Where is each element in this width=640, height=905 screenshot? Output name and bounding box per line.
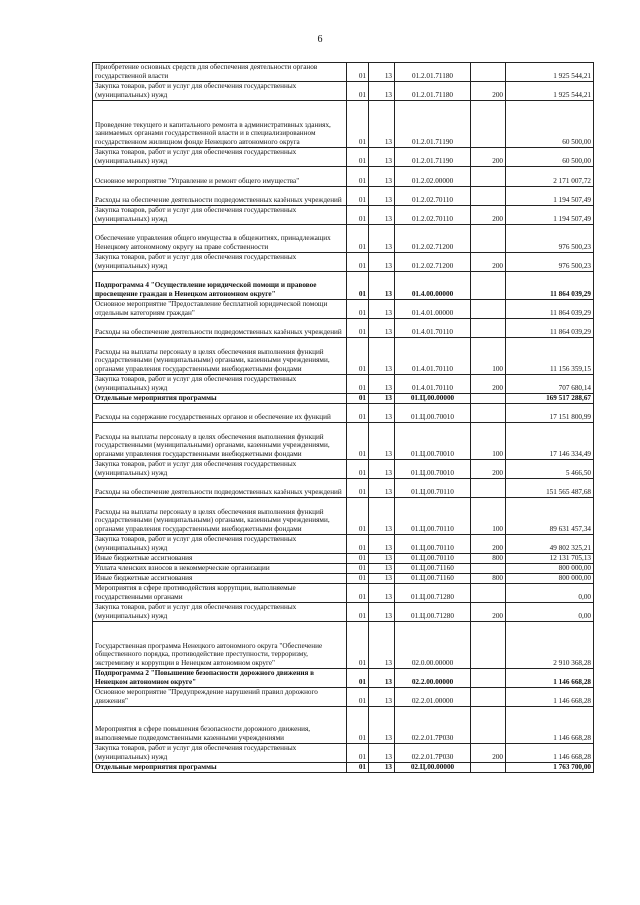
row-section-code: 13 [369,338,395,375]
row-section-code: 13 [369,253,395,272]
row-ministry-code: 01 [347,498,369,535]
row-target-article: 01.Ц.00.70010 [395,404,471,423]
row-name: Обеспечение управления общего имущества в общежитиях, принадлежащих Ненецкому автономному округу на праве собственности [93,225,347,253]
row-ministry-code: 01 [347,460,369,479]
table-row [93,460,594,479]
row-name: Закупка товаров, работ и услуг для обеспечения государственных (муниципальных) нужд [93,206,347,225]
table-row [93,187,594,206]
row-section-code: 13 [369,300,395,319]
row-amount: 800 000,00 [506,574,594,584]
row-ministry-code: 01 [347,187,369,206]
table-row [93,394,594,404]
row-ministry-code: 01 [347,394,369,404]
table-row [93,574,594,584]
row-ministry-code: 01 [347,375,369,394]
row-section-code: 13 [369,319,395,338]
table-row [93,763,594,773]
row-amount: 11 864 039,29 [506,319,594,338]
row-expense-type [471,404,506,423]
row-expense-type: 200 [471,206,506,225]
row-expense-type: 200 [471,375,506,394]
table-row [93,688,594,707]
row-amount: 11 156 359,15 [506,338,594,375]
row-section-code: 13 [369,394,395,404]
row-target-article: 01.2.02.71200 [395,253,471,272]
row-expense-type [471,394,506,404]
row-ministry-code: 01 [347,669,369,688]
row-expense-type [471,225,506,253]
row-expense-type [471,584,506,603]
row-section-code: 13 [369,564,395,574]
row-ministry-code: 01 [347,554,369,564]
row-amount: 1 763 700,00 [506,763,594,773]
table-row [93,338,594,375]
row-amount: 1 146 668,28 [506,707,594,744]
row-name: Расходы на выплаты персоналу в целях обеспечения выполнения функций государственными (муниципальными) органами, казенными учреждениями, органами управления государственными внебюджетными фондами [93,498,347,535]
row-target-article: 01.Ц.00.71160 [395,574,471,584]
row-expense-type [471,187,506,206]
row-amount: 0,00 [506,603,594,622]
row-target-article: 01.2.01.71190 [395,148,471,167]
row-amount: 11 864 039,29 [506,272,594,300]
row-amount: 800 000,00 [506,564,594,574]
row-target-article: 01.4.01.70110 [395,375,471,394]
row-expense-type: 100 [471,423,506,460]
row-name: Мероприятия в сфере противодействия коррупции, выполняемые государственными органами [93,584,347,603]
row-target-article: 01.Ц.00.70110 [395,554,471,564]
row-target-article: 01.2.01.71180 [395,82,471,101]
row-amount: 49 802 325,21 [506,535,594,554]
row-ministry-code: 01 [347,63,369,82]
row-expense-type: 200 [471,460,506,479]
page-number: 6 [317,34,323,45]
row-amount: 5 466,50 [506,460,594,479]
table-row [93,479,594,498]
row-ministry-code: 01 [347,707,369,744]
row-target-article: 02.2.00.00000 [395,669,471,688]
row-target-article: 01.Ц.00.71280 [395,603,471,622]
row-ministry-code: 01 [347,404,369,423]
row-target-article: 01.Ц.00.71280 [395,584,471,603]
row-amount: 976 500,23 [506,225,594,253]
row-expense-type [471,688,506,707]
row-ministry-code: 01 [347,688,369,707]
row-section-code: 13 [369,272,395,300]
table-row [93,300,594,319]
row-section-code: 13 [369,669,395,688]
row-name: Расходы на обеспечение деятельности подведомственных казённых учреждений [93,187,347,206]
row-ministry-code: 01 [347,101,369,148]
row-amount: 1 194 507,49 [506,206,594,225]
row-ministry-code: 01 [347,744,369,763]
row-section-code: 13 [369,574,395,584]
row-amount: 169 517 288,67 [506,394,594,404]
row-section-code: 13 [369,603,395,622]
table-row [93,669,594,688]
row-name: Основное мероприятие "Управление и ремонт общего имущества" [93,167,347,187]
row-section-code: 13 [369,498,395,535]
table-row [93,603,594,622]
row-expense-type: 200 [471,744,506,763]
row-section-code: 13 [369,423,395,460]
row-name: Закупка товаров, работ и услуг для обеспечения государственных (муниципальных) нужд [93,603,347,622]
row-name: Закупка товаров, работ и услуг для обеспечения государственных (муниципальных) нужд [93,460,347,479]
table-row [93,148,594,167]
row-section-code: 13 [369,707,395,744]
row-section-code: 13 [369,763,395,773]
row-ministry-code: 01 [347,603,369,622]
row-ministry-code: 01 [347,300,369,319]
row-section-code: 13 [369,101,395,148]
row-amount: 1 925 544,21 [506,82,594,101]
row-expense-type [471,101,506,148]
row-ministry-code: 01 [347,622,369,669]
row-name: Основное мероприятие "Предупреждение нарушений правил дорожного движения" [93,688,347,707]
row-target-article: 01.4.00.00000 [395,272,471,300]
row-target-article: 01.Ц.00.70110 [395,535,471,554]
row-expense-type: 800 [471,554,506,564]
row-ministry-code: 01 [347,338,369,375]
row-section-code: 13 [369,622,395,669]
table-row [93,167,594,187]
row-ministry-code: 01 [347,479,369,498]
row-target-article: 01.2.02.70110 [395,206,471,225]
row-expense-type: 200 [471,82,506,101]
table-row [93,535,594,554]
row-name: Расходы на выплаты персоналу в целях обеспечения выполнения функций государственными (муниципальными) органами, казенными учреждениями, органами управления государственными внебюджетными фондами [93,423,347,460]
table-row [93,564,594,574]
row-ministry-code: 01 [347,574,369,584]
row-section-code: 13 [369,584,395,603]
budget-table [92,62,594,773]
table-row [93,375,594,394]
row-expense-type [471,167,506,187]
row-ministry-code: 01 [347,253,369,272]
row-expense-type [471,272,506,300]
row-expense-type [471,669,506,688]
row-name: Подпрограмма 2 "Повышение безопасности дорожного движения в Ненецком автономном округе" [93,669,347,688]
table-row [93,584,594,603]
row-expense-type: 100 [471,338,506,375]
row-section-code: 13 [369,554,395,564]
row-expense-type: 200 [471,603,506,622]
row-name: Приобретение основных средств для обеспечения деятельности органов государственной власти [93,63,347,82]
table-row [93,101,594,148]
row-section-code: 13 [369,404,395,423]
row-amount: 976 500,23 [506,253,594,272]
row-name: Иные бюджетные ассигнования [93,574,347,584]
row-ministry-code: 01 [347,564,369,574]
row-amount: 11 864 039,29 [506,300,594,319]
row-ministry-code: 01 [347,167,369,187]
row-expense-type [471,479,506,498]
row-target-article: 01.Ц.00.70110 [395,479,471,498]
row-name: Расходы на выплаты персоналу в целях обеспечения выполнения функций государственными (муниципальными) органами, казенными учреждениями, органами управления государственными внебюджетными фондами [93,338,347,375]
row-section-code: 13 [369,460,395,479]
row-name: Мероприятия в сфере повышения безопасности дорожного движения, выполняемые подведомственными казенными учреждениями [93,707,347,744]
row-amount: 0,00 [506,584,594,603]
row-name: Закупка товаров, работ и услуг для обеспечения государственных (муниципальных) нужд [93,744,347,763]
row-expense-type: 800 [471,574,506,584]
row-section-code: 13 [369,82,395,101]
row-name: Закупка товаров, работ и услуг для обеспечения государственных (муниципальных) нужд [93,375,347,394]
row-expense-type [471,707,506,744]
table-row [93,707,594,744]
row-ministry-code: 01 [347,225,369,253]
row-name: Закупка товаров, работ и услуг для обеспечения государственных (муниципальных) нужд [93,82,347,101]
table-row [93,63,594,82]
row-target-article: 01.Ц.00.70110 [395,498,471,535]
row-section-code: 13 [369,63,395,82]
row-target-article: 02.2.01.00000 [395,688,471,707]
row-name: Отдельные мероприятия программы [93,394,347,404]
row-section-code: 13 [369,744,395,763]
row-target-article: 01.2.01.71180 [395,63,471,82]
row-section-code: 13 [369,206,395,225]
table-row [93,206,594,225]
row-expense-type [471,763,506,773]
row-expense-type: 200 [471,148,506,167]
row-target-article: 01.2.02.00000 [395,167,471,187]
row-amount: 2 910 368,28 [506,622,594,669]
table-row [93,744,594,763]
row-target-article: 01.4.01.70110 [395,338,471,375]
row-ministry-code: 01 [347,763,369,773]
row-target-article: 01.4.01.00000 [395,300,471,319]
table-row [93,423,594,460]
row-name: Расходы на содержание государственных органов и обеспечение их функций [93,404,347,423]
row-amount: 60 500,00 [506,101,594,148]
row-target-article: 01.2.01.71190 [395,101,471,148]
row-amount: 2 171 007,72 [506,167,594,187]
row-target-article: 02.2.01.7Р030 [395,744,471,763]
row-name: Расходы на обеспечение деятельности подведомственных казённых учреждений [93,479,347,498]
row-name: Отдельные мероприятия программы [93,763,347,773]
table-row [93,498,594,535]
row-section-code: 13 [369,688,395,707]
row-ministry-code: 01 [347,584,369,603]
row-target-article: 01.4.01.70110 [395,319,471,338]
row-amount: 1 146 668,28 [506,744,594,763]
row-amount: 1 925 544,21 [506,63,594,82]
row-name: Расходы на обеспечение деятельности подведомственных казённых учреждений [93,319,347,338]
row-section-code: 13 [369,225,395,253]
row-ministry-code: 01 [347,535,369,554]
row-section-code: 13 [369,187,395,206]
row-section-code: 13 [369,375,395,394]
row-name: Подпрограмма 4 "Осуществление юридической помощи и правовое просвещение граждан в Ненецком автономном округе" [93,272,347,300]
row-expense-type [471,622,506,669]
row-name: Уплата членских взносов в некоммерческие организации [93,564,347,574]
row-expense-type: 200 [471,253,506,272]
row-ministry-code: 01 [347,272,369,300]
row-amount: 60 500,00 [506,148,594,167]
row-amount: 707 680,14 [506,375,594,394]
row-amount: 17 146 334,49 [506,423,594,460]
row-name: Иные бюджетные ассигнования [93,554,347,564]
row-amount: 89 631 457,34 [506,498,594,535]
row-target-article: 01.2.02.70110 [395,187,471,206]
table-row [93,225,594,253]
row-target-article: 02.Ц.00.00000 [395,763,471,773]
row-amount: 1 194 507,49 [506,187,594,206]
row-amount: 1 146 668,28 [506,688,594,707]
row-name: Государственная программа Ненецкого автономного округа "Обеспечение общественного порядка, противодействие преступности, терроризму, экстремизму и коррупции в Ненецком автономном округе" [93,622,347,669]
table-row [93,319,594,338]
table-row [93,554,594,564]
row-name: Закупка товаров, работ и услуг для обеспечения государственных (муниципальных) нужд [93,535,347,554]
row-name: Закупка товаров, работ и услуг для обеспечения государственных (муниципальных) нужд [93,148,347,167]
row-target-article: 01.2.02.71200 [395,225,471,253]
row-target-article: 01.Ц.00.00000 [395,394,471,404]
row-amount: 17 151 800,99 [506,404,594,423]
row-target-article: 01.Ц.00.71160 [395,564,471,574]
row-amount: 151 565 487,68 [506,479,594,498]
row-section-code: 13 [369,167,395,187]
row-expense-type: 200 [471,535,506,554]
row-expense-type [471,564,506,574]
table-row [93,622,594,669]
row-ministry-code: 01 [347,319,369,338]
row-expense-type [471,300,506,319]
row-ministry-code: 01 [347,206,369,225]
row-amount: 1 146 668,28 [506,669,594,688]
row-section-code: 13 [369,479,395,498]
row-expense-type [471,319,506,338]
table-row [93,404,594,423]
row-target-article: 02.0.00.00000 [395,622,471,669]
row-name: Основное мероприятие "Предоставление бесплатной юридической помощи отдельным категориям граждан" [93,300,347,319]
table-row [93,253,594,272]
row-ministry-code: 01 [347,82,369,101]
row-ministry-code: 01 [347,423,369,460]
row-section-code: 13 [369,148,395,167]
row-target-article: 02.2.01.7Р030 [395,707,471,744]
row-expense-type [471,63,506,82]
row-name: Проведение текущего и капитального ремонта в административных зданиях, занимаемых органами государственной власти и в специализированном государственном жилищном фонде Ненецкого автономного округа [93,101,347,148]
table-row [93,82,594,101]
row-name: Закупка товаров, работ и услуг для обеспечения государственных (муниципальных) нужд [93,253,347,272]
row-target-article: 01.Ц.00.70010 [395,423,471,460]
row-amount: 12 131 705,13 [506,554,594,564]
row-target-article: 01.Ц.00.70010 [395,460,471,479]
table-row [93,272,594,300]
row-expense-type: 100 [471,498,506,535]
row-ministry-code: 01 [347,148,369,167]
row-section-code: 13 [369,535,395,554]
